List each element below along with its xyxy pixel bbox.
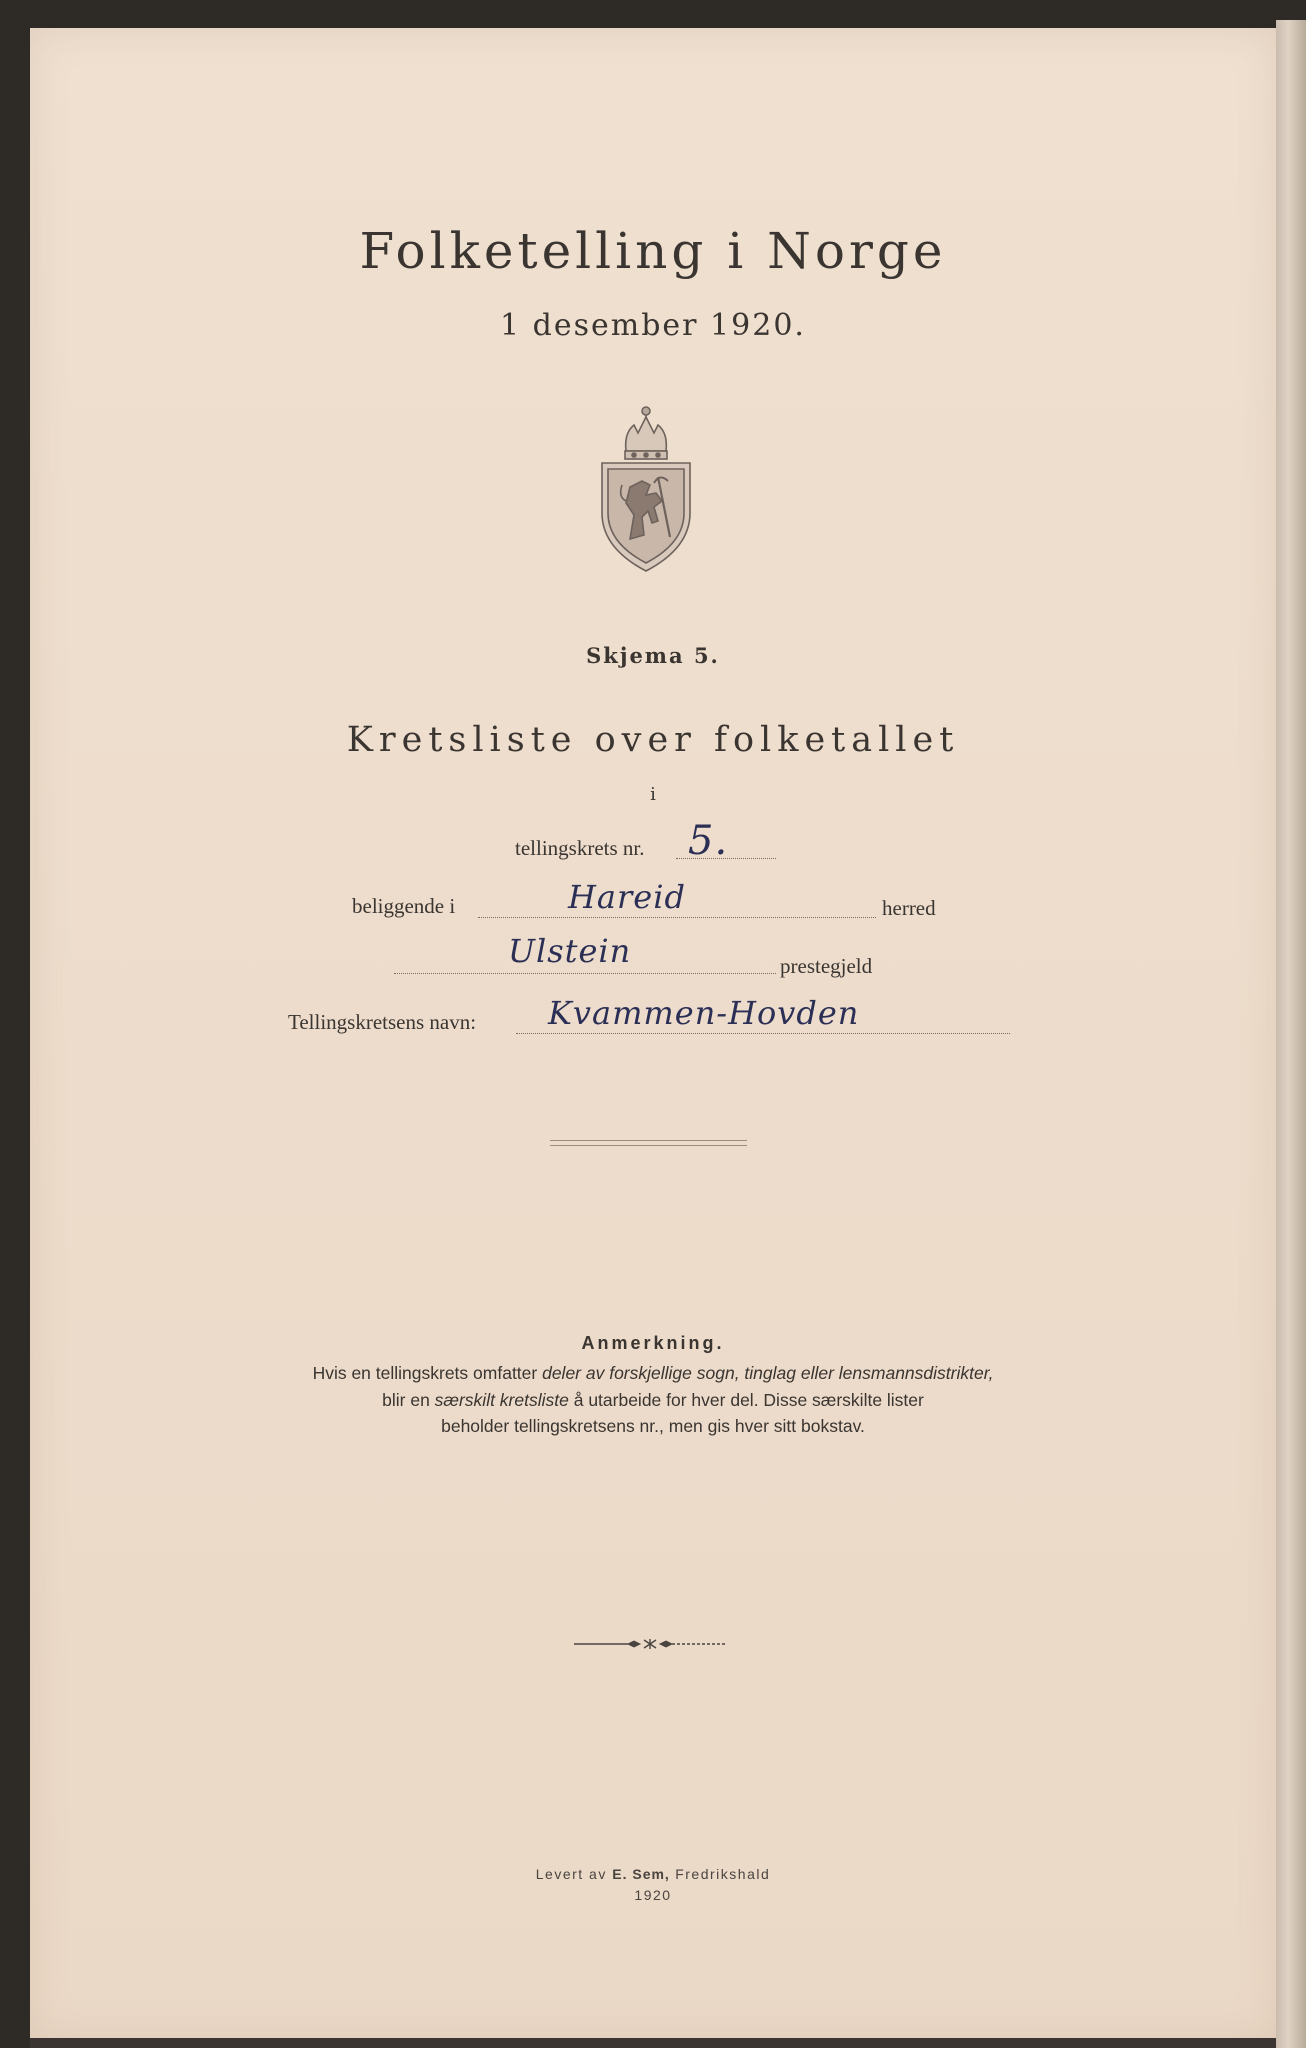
- document-title: Folketelling i Norge: [359, 222, 947, 280]
- note-line-1-emphasis: deler av forskjellige sogn, tinglag eller lensmannsdistrikter,: [542, 1363, 994, 1383]
- district-name-label: Tellingskretsens navn:: [288, 1010, 477, 1034]
- note-line-3: beholder tellingskretsens nr., men gis hver sitt bokstav.: [441, 1416, 865, 1436]
- located-in-label: beliggende i: [352, 894, 456, 918]
- located-in-field-line: [478, 917, 876, 918]
- document-date: 1 desember 1920.: [500, 308, 806, 343]
- divider-rule: [550, 1140, 747, 1141]
- note-line-2: [0, 1390, 1306, 1411]
- printer-name: E. Sem,: [612, 1866, 670, 1882]
- parish-field-line: [394, 973, 776, 974]
- herred-label: herred: [882, 896, 936, 920]
- printer-year: 1920: [634, 1887, 672, 1903]
- ornament-divider-icon: [570, 1637, 730, 1651]
- preposition: i: [650, 784, 656, 805]
- district-number-value: 5.: [688, 818, 729, 864]
- municipality-value: Hareid: [568, 878, 686, 916]
- note-line-2-end: å utarbeide for hver del. Disse særskilte lister: [568, 1390, 924, 1410]
- district-number-label: tellingskrets nr.: [515, 836, 645, 860]
- note-line-2-start: blir en: [382, 1390, 435, 1410]
- printer-credit: [0, 1866, 1306, 1882]
- district-name-field-line: [516, 1033, 1010, 1034]
- note-line-1-start: Hvis en tellingskrets omfatter: [312, 1363, 543, 1383]
- district-name-value: Kvammen-Hovden: [548, 994, 860, 1032]
- note-line-2-emphasis: særskilt kretsliste: [434, 1390, 569, 1410]
- scan-border-top: [0, 0, 1306, 28]
- printer-credit-prefix: Levert av: [535, 1866, 613, 1882]
- note-line-1: [0, 1363, 1306, 1384]
- schema-label: Skjema 5.: [586, 643, 720, 668]
- parish-label: prestegjeld: [780, 954, 873, 978]
- divider-rule-secondary: [550, 1145, 747, 1146]
- parish-value: Ulstein: [508, 932, 632, 970]
- norwegian-coat-of-arms-icon: [596, 403, 696, 573]
- form-heading: Kretsliste over folketallet: [346, 720, 960, 760]
- note-title: Anmerkning.: [581, 1333, 725, 1353]
- printer-place: Fredrikshald: [669, 1866, 771, 1882]
